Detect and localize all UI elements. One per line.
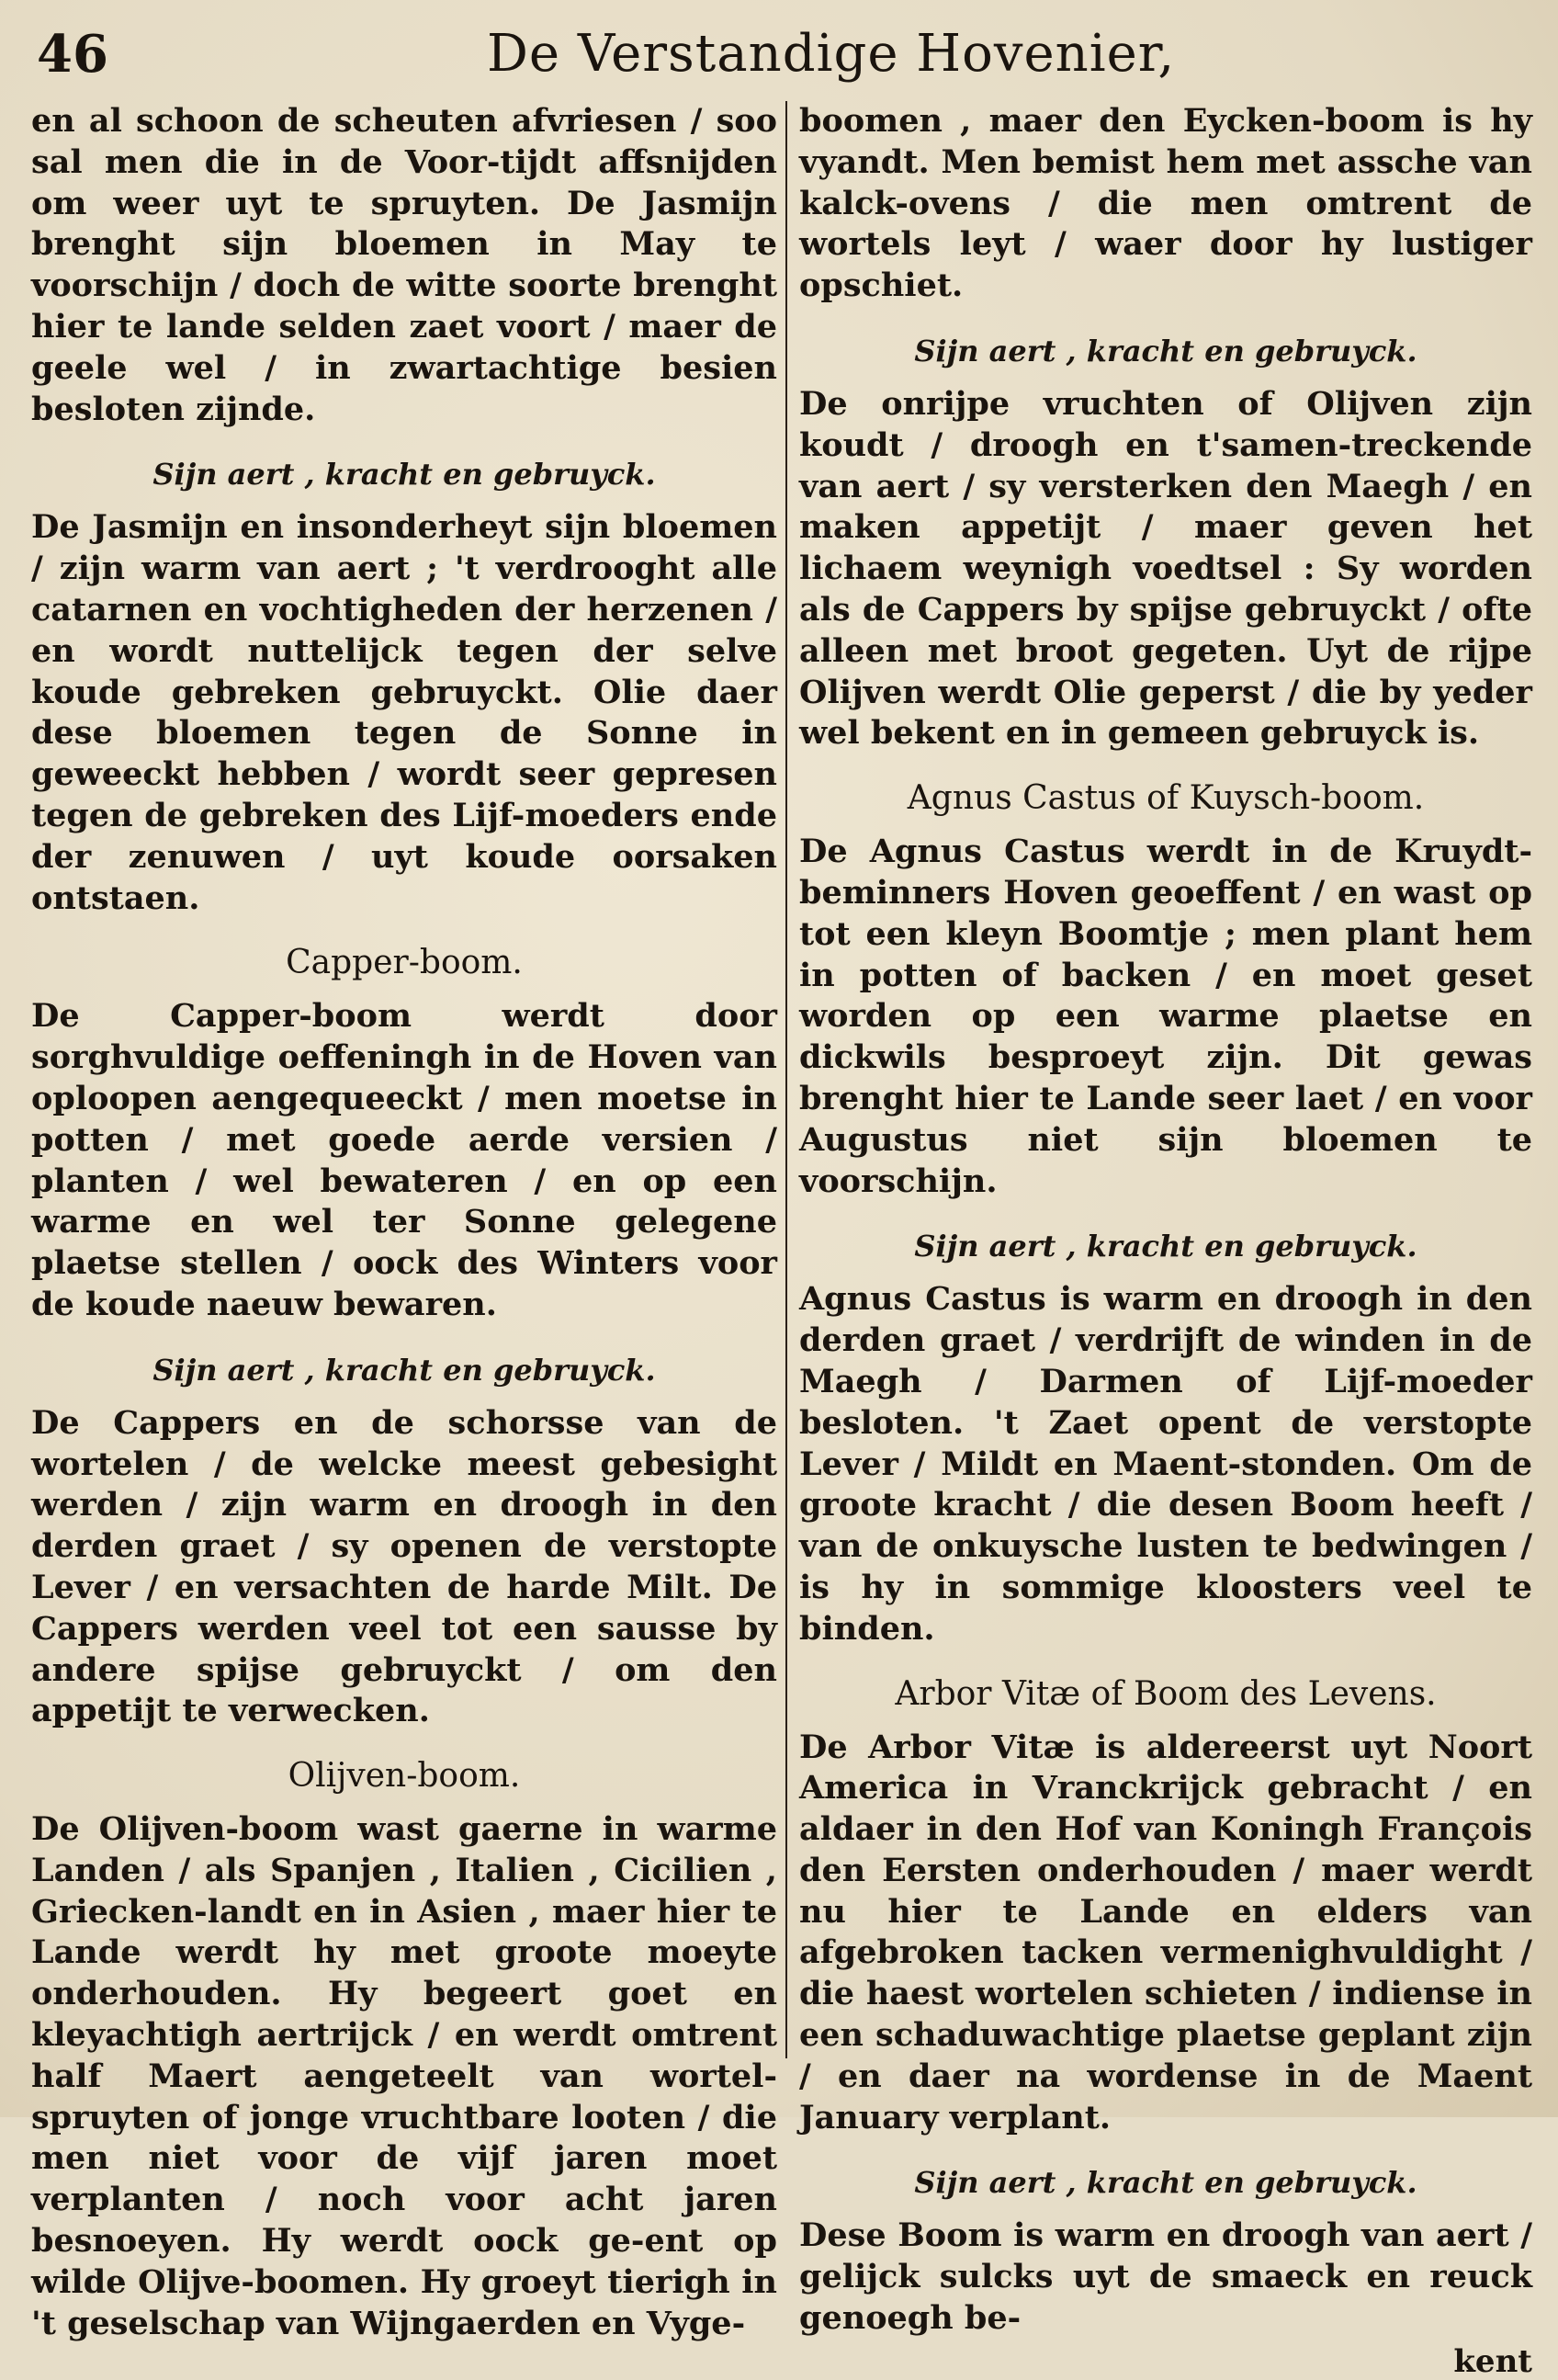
paragraph: De Capper-boom werdt door sorghvuldige oeffeningh in de Hoven van oploopen aengequeeckt / men moetse in potten / met goede aerde versien / planten / wel bewateren / en op een warme en wel ter Sonne gelegene plaetse stellen / oock des Winters voor de koude naeuw bewaren. (31, 997, 777, 1323)
paragraph: Agnus Castus is warm en droogh in den derden graet / verdrijft de winden in de Maegh / Darmen of Lijf-moeder besloten. 't Zaet opent de verstopte Lever / Mildt en Maent-stonden. Om de groote kracht / die desen Boom heeft / van de onkuysche lusten te bedwingen / is hy in sommige kloosters veel te binden. (799, 1280, 1532, 1648)
right-column (799, 101, 1532, 2380)
paragraph: De Arbor Vitæ is aldereerst uyt Noort America in Vranckrijck gebracht / en aldaer in den Hof van Koningh François den Eersten onderhouden / maer werdt nu hier te Lande en elders van afgebroken tacken vermenighvuldight / die haest wortelen schieten / indiense in een schaduwachtige plaetse geplant zijn / en daer na wordense in de Maent January verplant. (799, 1728, 1532, 2136)
subheading: Sijn aert , kracht en gebruyck. (914, 1229, 1417, 1264)
section-heading: Capper-boom. (286, 944, 523, 982)
page-header (37, 17, 1525, 99)
section-heading: Arbor Vitæ of Boom des Levens. (895, 1674, 1437, 1713)
paragraph: boomen , maer den Eycken-boom is hy vyandt. Men bemist hem met assche van kalck-ovens / die men omtrent de wortels leyt / waer door hy lustiger opschiet. (799, 102, 1532, 305)
subheading: Sijn aert , kracht en gebruyck. (914, 333, 1417, 368)
paragraph: en al schoon de scheuten afvriesen / soo sal men die in de Voor-tijdt affsnijden om weer uyt te spruyten. De Jasmijn brenght sijn bloemen in May te voorschijn / doch de witte soorte brenght hier te lande selden zaet voort / maer de geele wel / in zwartachtige besien besloten zijnde. (31, 102, 777, 428)
column-divider (785, 101, 787, 2058)
running-title: De Verstandige Hovenier, (487, 24, 1176, 84)
paragraph: De Agnus Castus werdt in de Kruydt-beminners Hoven geoeffent / en wast op tot een kleyn Boomtje ; men plant hem in potten of backen / en moet geset worden op een warme plaetse en dickwils besproeyt zijn. Dit gewas brenght hier te Lande seer laet / en voor Augustus niet sijn bloemen te voorschijn. (799, 833, 1532, 1200)
subheading: Sijn aert , kracht en gebruyck. (914, 2165, 1417, 2201)
paragraph: Dese Boom is warm en droogh van aert / gelijck sulcks uyt de smaeck en reuck genoegh be- (799, 2216, 1532, 2338)
paragraph: De Olijven-boom wast gaerne in warme Landen / als Spanjen , Italien , Cicilien , Griecken-landt en in Asien , maer hier te Lande werdt hy met groote moeyte onderhouden. Hy begeert goet en kleyachtigh aertrijck / en werdt omtrent half Maert aengeteelt van wortel-spruyten of jonge vruchtbare looten / die men niet voor de vijf jaren moet verplanten / noch voor acht jaren besnoeyen. Hy werdt oock ge-ent op wilde Olijve-boomen. Hy groeyt tierigh in 't geselschap van Wijngaerden en Vyge- (31, 1810, 777, 2342)
paragraph: De Cappers en de schorsse van de wortelen / de welcke meest gebesight werden / zijn warm en droogh in den derden graet / sy openen de verstopte Lever / en versachten de harde Milt. De Cappers werden veel tot een sausse by andere spijse gebruyckt / om den appetijt te verwecken. (31, 1403, 777, 1730)
section-heading: Agnus Castus of Kuysch-boom. (907, 779, 1425, 818)
catchword: kent (1453, 2342, 1532, 2380)
left-column (31, 101, 777, 2342)
paragraph: De Jasmijn en insonderheyt sijn bloemen / zijn warm van aert ; 't verdrooght alle catarnen en vochtigheden der herzenen / en wordt nuttelijck tegen der selve koude gebreken gebruyckt. Olie daer dese bloemen tegen de Sonne in geweeckt hebben / wordt seer gepresen tegen de gebreken des Lijf-moeders ende der zenuwen / uyt koude oorsaken ontstaen. (31, 508, 777, 917)
section-heading: Olijven-boom. (288, 1757, 521, 1796)
paragraph: De onrijpe vruchten of Olijven zijn koudt / droogh en t'samen-treckende van aert / sy versterken den Maegh / en maken appetijt / maer geven het lichaem weynigh voedtsel : Sy worden als de Cappers by spijse gebruyckt / ofte alleen met broot gegeten. Uyt de rijpe Olijven werdt Olie geperst / die by yeder wel bekent en in gemeen gebruyck is. (799, 384, 1532, 753)
subheading: Sijn aert , kracht en gebruyck. (152, 457, 656, 493)
page-number: 46 (37, 24, 108, 85)
subheading: Sijn aert , kracht en gebruyck. (152, 1352, 656, 1388)
